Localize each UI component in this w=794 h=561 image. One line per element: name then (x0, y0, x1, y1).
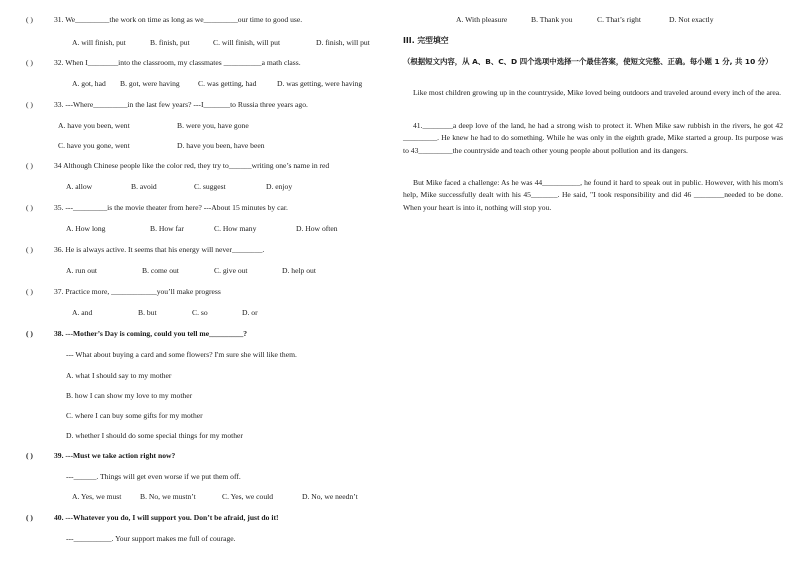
option-a[interactable]: A. allow (66, 182, 93, 191)
option-d[interactable]: D. How often (296, 224, 338, 233)
option-d[interactable]: D. or (242, 308, 258, 317)
dialogue-reply: --- What about buying a card and some flowers? I'm sure she will like them. (66, 350, 297, 359)
option-b[interactable]: B. come out (142, 266, 179, 275)
option-d[interactable]: D. whether I should do some special things for my mother (66, 431, 243, 440)
option-c[interactable]: C. will finish, will put (213, 38, 281, 47)
option-c[interactable]: C. so (192, 308, 208, 317)
option-c[interactable]: C. That’s right (597, 15, 641, 24)
question-text: 35. ---_________is the movie theater from here? ---About 15 minutes by car. (54, 203, 288, 212)
option-b[interactable]: B. got, were having (120, 79, 180, 88)
option-a[interactable]: A. got, had (72, 79, 106, 88)
option-a[interactable]: A. run out (66, 266, 98, 275)
question-text: 34 Although Chinese people like the color red, they try to______writing one’s name in red (54, 161, 330, 170)
option-d[interactable]: D. have you been, have been (177, 141, 265, 150)
answer-bracket[interactable]: ( ) (26, 329, 33, 338)
question-text: 31. We_________the work on time as long as we_________our time to good use. (54, 15, 303, 24)
answer-bracket[interactable]: ( ) (26, 203, 33, 212)
option-c[interactable]: C. How many (214, 224, 257, 233)
question-35 (26, 203, 288, 212)
question-31 (26, 15, 302, 24)
answer-bracket[interactable]: ( ) (26, 161, 33, 170)
question-text: 37. Practice more, ____________you’ll make progress (54, 287, 221, 296)
option-c[interactable]: C. was getting, had (198, 79, 257, 88)
question-40 (26, 513, 279, 522)
option-d[interactable]: D. was getting, were having (277, 79, 363, 88)
option-d[interactable]: D. Not exactly (669, 15, 714, 24)
option-a[interactable]: A. and (72, 308, 93, 317)
option-c[interactable]: C. suggest (194, 182, 226, 191)
answer-bracket[interactable]: ( ) (26, 287, 33, 296)
question-text: 36. He is always active. It seems that his energy will never________. (54, 245, 265, 254)
question-34 (26, 161, 329, 170)
option-a[interactable]: A. Yes, we must (72, 492, 122, 501)
option-c[interactable]: C. where I can buy some gifts for my mother (66, 411, 203, 420)
option-b[interactable]: B. were you, have gone (177, 121, 249, 130)
question-text: 33. ---Where_________in the last few years? ---I_______to Russia three years ago. (54, 100, 308, 109)
option-b[interactable]: B. How far (150, 224, 184, 233)
option-b[interactable]: B. finish, put (150, 38, 190, 47)
option-b[interactable]: B. No, we mustn’t (140, 492, 196, 501)
passage-paragraph-1: Like most children growing up in the countryside, Mike loved being outdoors and traveled around every inch of the area. (413, 88, 781, 97)
question-text: 32. When I________into the classroom, my classmates __________a math class. (54, 58, 301, 67)
option-a[interactable]: A. what I should say to my mother (66, 371, 172, 380)
question-text: 40. ---Whatever you do, I will support you. Don’t be afraid, just do it! (54, 513, 279, 522)
dialogue-reply: ---______. Things will get even worse if we put them off. (66, 472, 241, 481)
option-a[interactable]: A. How long (66, 224, 106, 233)
option-b[interactable]: B. Thank you (531, 15, 573, 24)
answer-bracket[interactable]: ( ) (26, 513, 33, 522)
option-c[interactable]: C. have you gone, went (58, 141, 130, 150)
answer-bracket[interactable]: ( ) (26, 451, 33, 460)
option-c[interactable]: C. give out (214, 266, 248, 275)
question-text: 39. ---Must we take action right now? (54, 451, 176, 460)
section-instructions: （根据短文内容，从 A、B、C、D 四个选项中选择一个最佳答案，使短文完整、正确。每小题 1 分, 共 10 分） (403, 57, 773, 66)
passage-paragraph-3: But Mike faced a challenge: As he was 44__________, he found it hard to speak out in public. However, with his mom's help, Mike successfully dealt with his 45_______. He said, "I took responsibility and did 46 ________needed to be done. When your heart is into it, nothing will stop you. (403, 178, 783, 212)
question-32 (26, 58, 301, 67)
option-d[interactable]: D. finish, will put (316, 38, 370, 47)
question-text: 38. ---Mother’s Day is coming, could you tell me_________? (54, 329, 248, 338)
question-33 (26, 100, 308, 109)
answer-bracket[interactable]: ( ) (26, 100, 33, 109)
question-36 (26, 245, 264, 254)
option-a[interactable]: A. have you been, went (58, 121, 130, 130)
option-d[interactable]: D. help out (282, 266, 316, 275)
question-39 (26, 451, 175, 460)
dialogue-reply: ---__________. Your support makes me full of courage. (66, 534, 236, 543)
question-38 (26, 329, 247, 338)
option-b[interactable]: B. how I can show my love to my mother (66, 391, 193, 400)
option-d[interactable]: D. No, we needn’t (302, 492, 358, 501)
option-d[interactable]: D. enjoy (266, 182, 293, 191)
answer-bracket[interactable]: ( ) (26, 15, 33, 24)
option-a[interactable]: A. With pleasure (456, 15, 508, 24)
section-title: III. 完型填空 (403, 36, 449, 45)
option-c[interactable]: C. Yes, we could (222, 492, 274, 501)
question-37 (26, 287, 221, 296)
option-b[interactable]: B. avoid (131, 182, 157, 191)
passage-paragraph-2: 41.________a deep love of the land, he had a strong wish to protect it. When Mike saw rubbish in the rivers, he got 42 _________. He knew he had to do something. While he was only in the eighth grade, Mike started a group. Its purpose was to 43_________the countryside and teach other young people about pollution and its dangers. (403, 121, 783, 155)
answer-bracket[interactable]: ( ) (26, 58, 33, 67)
answer-bracket[interactable]: ( ) (26, 245, 33, 254)
option-a[interactable]: A. will finish, put (72, 38, 126, 47)
option-b[interactable]: B. but (138, 308, 157, 317)
